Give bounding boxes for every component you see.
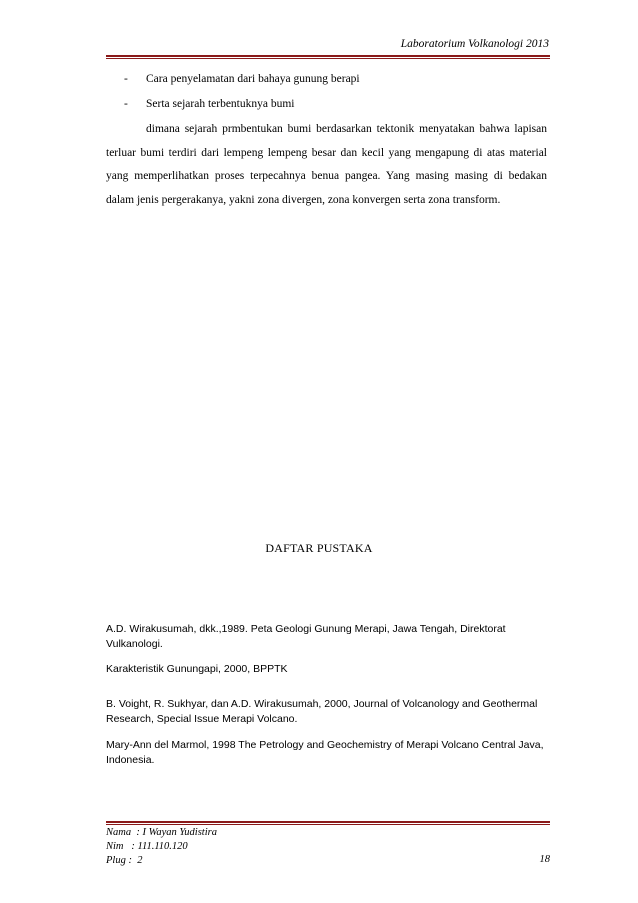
body-paragraph: dimana sejarah prmbentukan bumi berdasarkan tektonik menyatakan bahwa lapisan terluar bumi terdiri dari lempeng lempeng besar dan kecil yang mengapung di atas material yang memperlihatkan proses terpecahnya benua pangea. Yang masing masing di bedakan dalam jenis pergerakanya, yakni zona divergen, zona konvergen serta zona transform. (106, 123, 547, 206)
footer-rule-thick (106, 821, 550, 823)
footer-nama: Nama : I Wayan Yudistira (106, 827, 217, 838)
footer-nim: Nim : 111.110.120 (106, 841, 188, 852)
section-title: DAFTAR PUSTAKA (265, 541, 373, 555)
footer-rule-thin (106, 824, 550, 825)
header-title: Laboratorium Volkanologi 2013 (400, 38, 549, 50)
bullet-marker: - (124, 73, 128, 85)
bullet-text: Serta sejarah terbentuknya bumi (146, 98, 295, 110)
reference-item: Karakteristik Gunungapi, 2000, BPPTK (106, 663, 288, 675)
reference-item: Mary-Ann del Marmol, 1998 The Petrology and Geochemistry of Merapi Volcano Central Java, Indonesia. (106, 739, 544, 766)
reference-item: A.D. Wirakusumah, dkk.,1989. Peta Geologi Gunung Merapi, Jawa Tengah, Direktorat Vulkanologi. (106, 623, 506, 650)
footer-plug: Plug : 2 (106, 855, 143, 866)
footer-info (106, 826, 217, 868)
bullet-text: Cara penyelamatan dari bahaya gunung berapi (146, 73, 360, 85)
reference-item: B. Voight, R. Sukhyar, dan A.D. Wirakusumah, 2000, Journal of Volcanology and Geothermal Research, Special Issue Merapi Volcano. (106, 698, 538, 725)
header-rule-thin (106, 58, 550, 59)
header-rule-thick (106, 55, 550, 57)
page-number: 18 (539, 854, 550, 865)
bullet-marker: - (124, 98, 128, 110)
